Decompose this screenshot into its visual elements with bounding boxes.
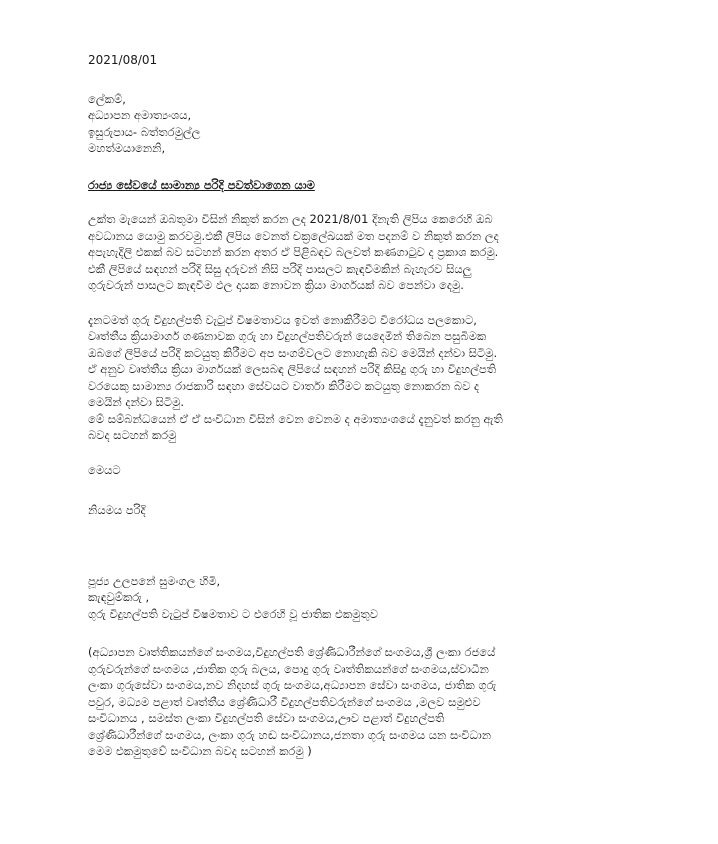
paragraph-line: අපැහැදිලි එකක් බව සටහන් කරන අතර ඒ පිළිබඳව බලවත් කණගාටුව ද ප්‍රකාශ කරමු. — [88, 245, 499, 259]
paragraph-line: ඔබගේ ලිපියේ පරිදි කටයුතු කිරීමට අප සංගම්වලට නොහැකි බව මෙයින් දන්වා සිටිමු. — [88, 345, 498, 360]
letter-subject: රාජ්‍ය සේවයේ සාමාන්‍ය පරිදි පවත්වාගෙන යාම — [88, 177, 315, 192]
paragraph-line: ගුරුවරුන්ගේ සංගමය ,ජාතික ගුරු බලය, පොදු ගුරු වෘත්තිකයන්ගේ සංගමය,ස්වාධීන — [88, 661, 489, 676]
body-paragraph-1 — [88, 211, 648, 294]
paragraph-line: එකී ලිපියේ සඳහන් පරිදි සිසු දරුවන් නිසි පරිදි පාසලට කැඳවීමකින් බැහැරව සියලු — [88, 261, 472, 276]
signature-space — [88, 543, 648, 573]
address-line: මහත්මයානෙනි, — [88, 141, 166, 155]
paragraph-line: (අධ්‍යාපන වෘත්තිකයන්ගේ සංගමය,විදුහල්පති ශ්‍රේණිධාරීන්ගේ සංගමය,ශ්‍රී ලංකා රජයේ — [88, 645, 496, 659]
paragraph-line: සංවිධානය , සමස්ත ලංකා විදුහල්පති සේවා සංගමය,ඌව පළාත් විදුහල්පති — [88, 711, 445, 725]
letter — [88, 52, 648, 760]
paragraph-line: උක්ත මැයෙන් ඔබතුමා විසින් නිකුත් කරන ලද 2021/8/01 දිනැති ලිපිය කෙරෙහි ඔබ — [88, 212, 493, 226]
signatory-organization: ගුරු විදුහල්පති වැටුප් විෂමතාව ට එරෙහි වූ ජාතික එකමුතුව — [88, 606, 379, 621]
closing-phrase: මෙයට — [88, 462, 121, 477]
closing-salutation: නියමය පරිදි — [88, 503, 146, 517]
signatory-title: කැඳවුම්කරු , — [88, 590, 150, 604]
paragraph-line: මෙම එකමුතුවේ සංවිධාන බවද සටහන් කරමු ) — [88, 744, 312, 758]
paragraph-line: ගුරුවරුන් පාසලට කැඳවීම ඵල දායක නොවන ක්‍රියා මාර්ගයක් බව පෙන්වා දෙමු. — [88, 278, 464, 292]
paragraph-line: ලංකා ගුරුසේවා සංගමය,නව නිදහස් ගුරු සංගමය,අධ්‍යාපන සේවා සංගමය, ජාතික ගුරු — [88, 678, 497, 692]
paragraph-line: දැනටමත් ගුරු විදුහල්පති වැටුප් විෂමතාවය ඉවත් නොකිරීමට විරෝධය පලකොට, — [88, 312, 477, 327]
paragraph-line: බවද සටහන් කරමු — [88, 428, 177, 442]
paragraph-line: පවුර, මධ්‍යම පළාත් වෘත්තීය ශ්‍රේණිධාරී විදුහල්පතිවරුන්ගේ සංගමය ,මලව සමුළුව — [88, 694, 481, 709]
paragraph-line: වෘත්තීය ක්‍රියාමාර්ග ගණනාවක ගුරු හා විදුහල්පතිවරුන් යෙදෙමින් තිබෙන පසුබිමක — [88, 329, 487, 343]
signature-block — [88, 573, 648, 623]
paragraph-line: මේ සම්බන්ධයෙන් ඒ ඒ සංවිධාන විසින් වෙන වෙනම ද අමාත්‍යංශයේ දැනුවත් කරනු ඇති — [88, 411, 503, 426]
address-line: ලේකම්, — [88, 91, 126, 106]
paragraph-line: ඒ අනුව වෘත්තීය ක්‍රියා මාර්ගයක් ලෙසබඳ ලිපියේ සඳහන් පරිදි කිසිදු ගුරු හා විදුහල්පති — [88, 362, 497, 376]
recipient-address — [88, 91, 648, 157]
address-line: අධ්‍යාපන අමාත්‍යංශය, — [88, 108, 192, 122]
member-unions-list — [88, 644, 648, 760]
paragraph-line: ශ්‍රේණිධාරීන්ගේ සංගමය, ලංකා ගුරු හඬ සංවිධානය,ජනතා ගුරු සංගමය යන සංවිධාන — [88, 727, 492, 742]
paragraph-line: අවධානය යොමු කරවමු.එකී ලිපිය වෙනත් චක්‍රලේඛයක් මත පදනම් ව නිකුත් කරන ලද — [88, 228, 499, 243]
address-line: ඉසුරුපාය- බත්තරමුල්ල — [88, 124, 201, 139]
paragraph-line: මෙයින් දන්වා සිටිමු. — [88, 395, 184, 409]
letter-date: 2021/08/01 — [88, 53, 158, 67]
paragraph-line: වරයෙකු සාමාන්‍ය රාජකාරි සඳහා සේවයට වාර්තා කිරීමට කටයුතු නොකරන බව ද — [88, 378, 480, 393]
signatory-name: පූජ්‍ය උලපනේ සුමංගල හිමි, — [88, 573, 221, 588]
body-paragraph-2 — [88, 312, 648, 444]
